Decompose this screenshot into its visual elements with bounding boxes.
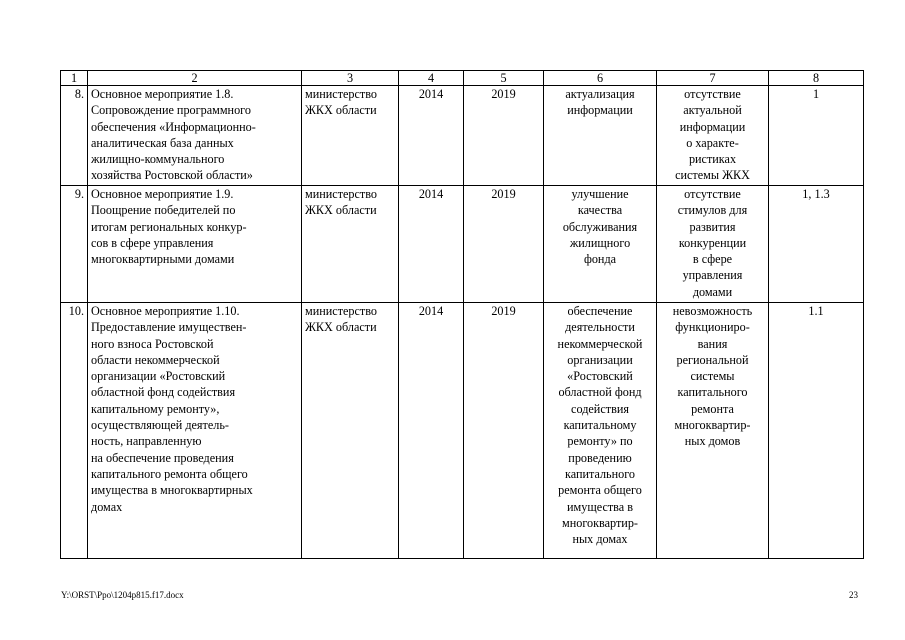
text-line: информации xyxy=(679,119,746,134)
text-line: министерство xyxy=(305,87,378,101)
text-line: управления xyxy=(682,268,743,283)
text-line: хозяйства Ростовской области» xyxy=(91,168,253,183)
text-line: многоквартир- xyxy=(674,418,751,433)
table-header-row xyxy=(61,71,864,86)
start-year-cell: 2014 xyxy=(399,186,464,303)
header-cell: 8 xyxy=(769,71,864,86)
text-line: итогам региональных конкур- xyxy=(91,219,247,234)
indicator-link-cell: 1 xyxy=(769,86,864,186)
text-line: Основное мероприятие 1.8. xyxy=(91,87,234,101)
text-line: министерство xyxy=(305,304,378,318)
text-line: на обеспечение проведения xyxy=(91,450,234,465)
text-line: Предоставление имуществен- xyxy=(91,320,247,335)
text-line: жилищно-коммунального xyxy=(91,152,225,167)
indicator-link-cell: 1.1 xyxy=(769,303,864,559)
text-line: ремонту» по xyxy=(567,434,633,449)
text-line: обслуживания xyxy=(562,219,638,234)
page-number: 23 xyxy=(849,590,858,600)
text-line: ристиках xyxy=(688,152,737,167)
text-line: развития xyxy=(689,219,736,234)
text-line: фонда xyxy=(583,252,617,267)
text-line: улучшение xyxy=(571,187,629,201)
text-line: домами xyxy=(692,284,733,299)
text-line: областной фонд содействия xyxy=(91,385,236,400)
header-cell: 7 xyxy=(657,71,769,86)
end-year-cell: 2019 xyxy=(464,303,544,559)
text-line: многоквартирными домами xyxy=(91,252,235,267)
text-line: содействия xyxy=(571,401,629,416)
text-line: системы xyxy=(690,369,735,384)
row-number: 10. xyxy=(61,303,88,559)
text-line: жилищного xyxy=(569,235,631,250)
text-line: организации «Ростовский xyxy=(91,369,226,384)
header-cell: 1 xyxy=(61,71,88,86)
text-line: Поощрение победителей по xyxy=(91,203,236,218)
text-line: Основное мероприятие 1.9. xyxy=(91,187,234,201)
text-line: информации xyxy=(567,103,633,118)
consequence-cell xyxy=(657,186,769,303)
footer-file-path: Y:\ORST\Ppo\1204p815.f17.docx xyxy=(61,590,184,600)
header-cell: 3 xyxy=(302,71,399,86)
text-line: актуализация xyxy=(565,87,635,101)
consequence-cell xyxy=(657,303,769,559)
text-line: ных домах xyxy=(572,532,628,547)
text-line: некоммерческой xyxy=(557,336,643,351)
program-events-table xyxy=(60,70,864,559)
text-line: капитальному xyxy=(563,418,637,433)
text-line: ность, направленную xyxy=(91,434,202,449)
text-line: ремонта общего xyxy=(558,483,642,498)
text-line: министерство xyxy=(305,187,378,201)
table-row xyxy=(61,186,864,303)
text-line: аналитическая база данных xyxy=(91,135,234,150)
text-line: домах xyxy=(91,499,123,514)
text-line: в сфере xyxy=(692,252,733,267)
text-line: стимулов для xyxy=(677,203,748,218)
header-cell: 4 xyxy=(399,71,464,86)
header-cell: 6 xyxy=(544,71,657,86)
text-line: осуществляющей деятель- xyxy=(91,418,229,433)
result-cell xyxy=(544,186,657,303)
text-line: проведению xyxy=(568,450,632,465)
end-year-cell: 2019 xyxy=(464,186,544,303)
event-name-cell xyxy=(88,303,302,559)
text-line: Сопровождение программного xyxy=(91,103,251,118)
text-line: капитального xyxy=(564,466,636,481)
text-line: о характе- xyxy=(686,135,739,150)
text-line: невозможность xyxy=(672,304,753,318)
text-line: ремонта xyxy=(691,401,734,416)
text-line: сов в сфере управления xyxy=(91,235,214,250)
consequence-cell xyxy=(657,86,769,186)
executor-cell xyxy=(302,303,399,559)
text-line: региональной xyxy=(676,352,749,367)
row-number: 9. xyxy=(61,186,88,303)
text-line: обеспечение xyxy=(567,304,633,318)
header-cell: 2 xyxy=(88,71,302,86)
executor-cell xyxy=(302,186,399,303)
text-line: отсутствие xyxy=(684,87,741,101)
text-line: ЖКХ области xyxy=(305,103,377,118)
text-line: обеспечения «Информационно- xyxy=(91,119,256,134)
event-name-cell xyxy=(88,86,302,186)
text-line: организации xyxy=(567,352,633,367)
start-year-cell: 2014 xyxy=(399,303,464,559)
text-line: ного взноса Ростовской xyxy=(91,336,214,351)
text-line: отсутствие xyxy=(684,187,741,201)
text-line: областной фонд xyxy=(558,385,642,400)
text-line: ЖКХ области xyxy=(305,320,377,335)
text-line: имущества в многоквартирных xyxy=(91,483,253,498)
text-line: «Ростовский xyxy=(567,369,633,384)
text-line: капитального xyxy=(677,385,748,400)
table-row xyxy=(61,86,864,186)
text-line: капитальному ремонту», xyxy=(91,401,220,416)
text-line: деятельности xyxy=(565,320,635,335)
text-line: ЖКХ области xyxy=(305,203,377,218)
row-number: 8. xyxy=(61,86,88,186)
indicator-link-cell: 1, 1.3 xyxy=(769,186,864,303)
event-name-cell xyxy=(88,186,302,303)
table-row xyxy=(61,303,864,559)
text-line: ных домов xyxy=(684,434,741,449)
text-line: области некоммерческой xyxy=(91,352,220,367)
result-cell xyxy=(544,86,657,186)
executor-cell xyxy=(302,86,399,186)
text-line: качества xyxy=(577,203,623,218)
text-line: функциониро- xyxy=(675,320,750,335)
start-year-cell: 2014 xyxy=(399,86,464,186)
text-line: Основное мероприятие 1.10. xyxy=(91,304,240,318)
end-year-cell: 2019 xyxy=(464,86,544,186)
header-cell: 5 xyxy=(464,71,544,86)
text-line: капитального ремонта общего xyxy=(91,466,248,481)
text-line: конкуренции xyxy=(678,235,747,250)
text-line: имущества в xyxy=(567,499,633,514)
text-line: актуальной xyxy=(683,103,742,118)
text-line: системы ЖКХ xyxy=(675,168,750,183)
result-cell xyxy=(544,303,657,559)
text-line: многоквартир- xyxy=(562,515,638,530)
text-line: вания xyxy=(697,336,728,351)
